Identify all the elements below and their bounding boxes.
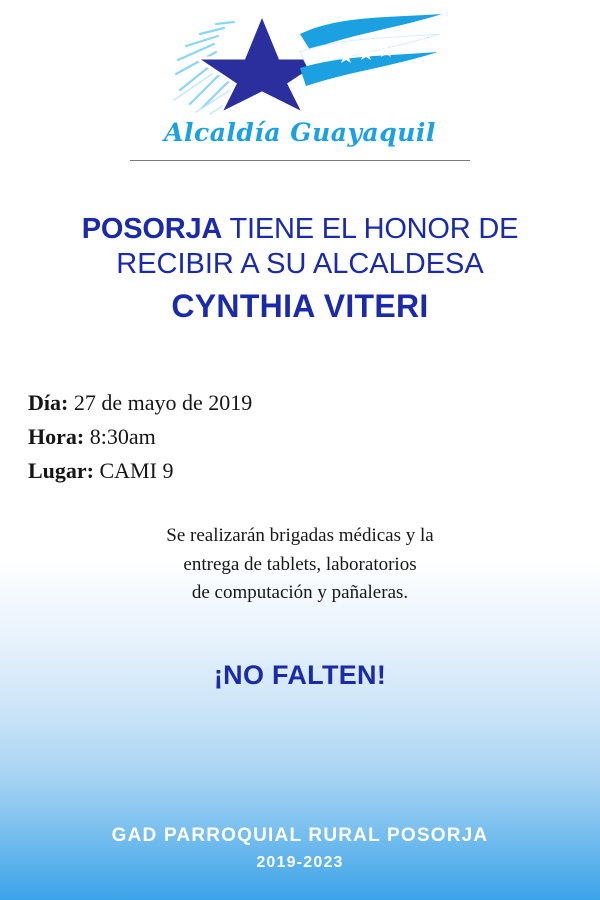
event-details (0, 386, 600, 488)
description-line-3: de computación y pañaleras. (191, 582, 409, 604)
detail-value-place: CAMI 9 (99, 457, 174, 483)
callout-text: ¡NO FALTEN! (213, 659, 387, 690)
headline-guest-name: CYNTHIA VITERI (171, 287, 429, 324)
detail-label-day: Día: (28, 389, 69, 415)
headline-line-1-rest: TIENE EL HONOR DE (222, 213, 519, 245)
headline-highlight: POSORJA (81, 213, 223, 245)
detail-row-day (28, 386, 600, 420)
event-description (0, 522, 600, 608)
logo-header (0, 0, 600, 170)
headline-line-2: RECIBIR A SU ALCALDESA (116, 248, 484, 281)
poster-footer (0, 825, 600, 872)
headline-block (0, 212, 600, 326)
description-line-1: Se realizarán brigadas médicas y la (166, 525, 434, 547)
header-divider (130, 160, 470, 161)
star-with-flag-swoosh-logo-icon (150, 8, 450, 118)
detail-value-time: 8:30am (89, 423, 156, 449)
footer-years: 2019-2023 (256, 854, 344, 871)
detail-row-place (28, 454, 600, 488)
detail-value-day: 27 de mayo de 2019 (73, 389, 253, 415)
footer-organization: GAD PARROQUIAL RURAL POSORJA (111, 825, 489, 846)
detail-label-place: Lugar: (28, 457, 94, 483)
description-line-2: entrega de tablets, laboratorios (183, 553, 417, 575)
detail-label-time: Hora: (28, 423, 85, 449)
logo-wordmark: Alcaldía Guayaquil (164, 118, 436, 147)
detail-row-time (28, 420, 600, 454)
headline-line-1 (18, 212, 582, 247)
